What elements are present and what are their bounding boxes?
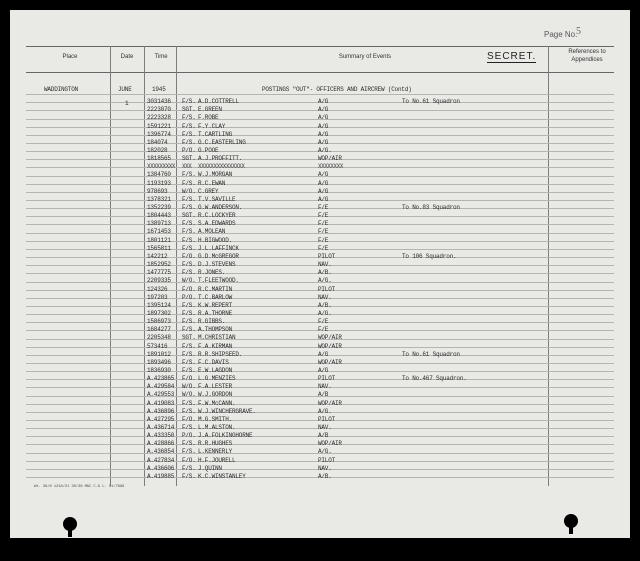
airman-name: K.W.REPERT [198, 301, 233, 309]
aircrew-trade: WOP/AIR [318, 440, 342, 448]
service-number: 978693 [147, 187, 168, 195]
aircrew-trade: F/E [318, 212, 329, 220]
service-number: A.428866 [147, 440, 175, 448]
service-number: 142212 [147, 252, 168, 260]
aircrew-trade: NAV. [318, 383, 332, 391]
service-number: 197203 [147, 293, 168, 301]
service-number: A.419083 [147, 399, 175, 407]
aircrew-trade: F/E [318, 318, 329, 326]
service-number: 124326 [147, 285, 168, 293]
rank: F/S. [182, 195, 196, 203]
service-number: A.429584 [147, 383, 175, 391]
airman-name: K.C.WINSTANLEY [198, 472, 246, 480]
service-number: 1893496 [147, 358, 171, 366]
aircrew-trade: A/B. [318, 301, 332, 309]
aircrew-trade: A/G [318, 98, 329, 105]
aircrew-trade: PILOT [318, 252, 336, 260]
aircrew-trade: A/G [318, 122, 329, 130]
rank: F/O. [182, 456, 196, 464]
rank: SGT. [182, 212, 196, 220]
airman-name: L.KENNERLY [198, 448, 233, 456]
aircrew-trade: NAV. [318, 424, 332, 431]
service-number: 182028 [147, 146, 168, 154]
aircrew-trade: A/G [318, 350, 329, 358]
aircrew-trade: A/G [318, 195, 329, 203]
rank: XXX [182, 163, 192, 171]
column-header-references: References to Appendices [568, 49, 606, 63]
service-number: 1671453 [147, 228, 171, 236]
secret-stamp: SECRET. [487, 51, 537, 62]
airman-name: G.W.ANDERSON. [198, 203, 243, 211]
header-bottom-rule [26, 72, 614, 73]
rank: F/S. [182, 236, 196, 244]
rank: F/O. [182, 285, 196, 293]
archive-credit: AUSTRALIAN WAR MEMORIAL [2, 548, 133, 558]
airman-name: F.A.KIRMAN [198, 342, 233, 350]
service-number: 3031436 [147, 98, 171, 105]
aircrew-trade: A/G. [318, 309, 332, 317]
aircrew-trade: A/G. [318, 407, 332, 415]
rank: F/S. [182, 203, 196, 211]
day-entry: 1 [125, 100, 129, 107]
rank: F/S. [182, 122, 196, 130]
rank: F/S. [182, 399, 196, 407]
rank: F/S. [182, 448, 196, 456]
service-number: 1801121 [147, 236, 171, 244]
rank: W/O. [182, 187, 196, 195]
service-number: A.429553 [147, 391, 175, 399]
airman-name: F.W.McCANN. [198, 399, 236, 407]
service-number: 2209335 [147, 277, 171, 285]
airman-name: F.C.DAVIS [198, 358, 229, 366]
service-number: 1591221 [147, 122, 171, 130]
airman-name: R.GIBBS. [198, 318, 226, 326]
aircrew-trade: NAV. [318, 261, 332, 268]
service-number: 1852952 [147, 261, 171, 268]
rank: F/S. [182, 261, 196, 268]
year-entry: 1945 [152, 86, 166, 93]
service-number: 1477775 [147, 269, 171, 277]
service-number: XXXXXXXXX [147, 163, 175, 171]
service-number: 1818565 [147, 155, 171, 163]
rank: P/O. [182, 146, 196, 154]
rank: P/O. [182, 432, 196, 440]
service-number: A.436854 [147, 448, 175, 456]
service-number: 1389713 [147, 220, 171, 228]
rank: F/S. [182, 179, 196, 187]
service-number: 1395124 [147, 301, 171, 309]
airman-name: R.C.MARTIN [198, 285, 233, 293]
aircrew-trade: A/G [318, 179, 329, 187]
airman-name: E.W.LAGDON [198, 366, 233, 374]
airman-name: F.A.LESTER [198, 383, 233, 391]
place-entry: WADDINGTON [44, 86, 79, 93]
aircrew-trade: PILOT [318, 415, 336, 423]
service-number: A.427834 [147, 456, 175, 464]
column-header-place: Place [62, 54, 78, 60]
rank: F/S. [182, 98, 196, 105]
rank: F/S. [182, 269, 196, 277]
airman-name: R.A.THORNE [198, 309, 233, 317]
printer-imprint: Wt. 39/8 1218/21 30/38 M&C C.& L. 51/7698 [34, 485, 125, 489]
service-number: 2205348 [147, 334, 171, 342]
airman-name: A.D.COTTRELL [198, 98, 239, 105]
service-number: 1384760 [147, 171, 171, 179]
rank: P/O. [182, 293, 196, 301]
aircrew-trade: A/B [318, 391, 329, 399]
aircrew-trade: WOP/AIR [318, 334, 342, 342]
aircrew-trade: A/G [318, 138, 329, 146]
airman-name: T.FLEETWOOD. [198, 277, 239, 285]
posting-destination: To No.467 Squadron. [402, 375, 467, 383]
airman-name: R.R.SHIPSEED. [198, 350, 243, 358]
aircrew-trade: NAV. [318, 464, 332, 472]
airman-name: H.BIGWOOD. [198, 236, 233, 244]
aircrew-trade: WOP/AIR [318, 399, 342, 407]
airman-name: L.G.MENZIES [198, 375, 236, 383]
aircrew-trade: A/G. [318, 146, 332, 154]
rank: W/O. [182, 277, 196, 285]
header-top-rule [26, 46, 614, 47]
posting-destination: To No.61 Squadron [402, 350, 460, 358]
airman-name: F.ROBE [198, 114, 219, 122]
aircrew-trade: NAV. [318, 293, 332, 301]
airman-name: R.R.HUGHES [198, 440, 233, 448]
posting-destination: To 106 Squadron. [402, 252, 457, 260]
airman-name: W.J.WINCHERGRAVE. [198, 407, 256, 415]
aircrew-trade: XXXXXXXX [318, 163, 343, 171]
airman-name: R.JONES. [198, 269, 226, 277]
airman-name: T.V.SAVILLE [198, 195, 236, 203]
page-number-label: Page No. [544, 30, 578, 39]
airman-name: J.A.FOLKINGHORNE [198, 432, 253, 440]
archive-reference: AWM2020.18.360 [542, 548, 614, 558]
rank: SGT. [182, 106, 196, 114]
airman-name: F.Y.CLAY [198, 122, 226, 130]
service-number: A.433350 [147, 432, 175, 440]
rank: F/S. [182, 464, 196, 472]
airman-name: G.POOE [198, 146, 219, 154]
posting-destination: To No.61 Squadron [402, 98, 460, 105]
service-number: 573416 [147, 342, 168, 350]
airman-name: D.J.STEVENS [198, 261, 236, 268]
aircrew-trade: A/B. [318, 472, 332, 480]
airman-name: J.QUINN [198, 464, 222, 472]
aircrew-trade: A/G [318, 171, 329, 179]
rank: SGT. [182, 334, 196, 342]
service-number: 1897302 [147, 309, 171, 317]
airman-name: J.L.LAFFINCK [198, 244, 239, 252]
rank: F/S. [182, 301, 196, 309]
service-number: A.427295 [147, 415, 175, 423]
aircrew-trade: PILOT [318, 456, 336, 464]
rank: F/S. [182, 326, 196, 334]
posting-destination: To No.83 Squadron [402, 203, 460, 211]
airman-name: E.GREEN [198, 106, 222, 114]
airman-name: R.C.LOCKYER [198, 212, 236, 220]
service-number: 1836930 [147, 366, 171, 374]
aircrew-trade: A/G [318, 106, 329, 114]
rank: F/S. [182, 440, 196, 448]
binder-stub-left [68, 527, 72, 537]
service-number: 1396774 [147, 130, 171, 138]
aircrew-trade: F/E [318, 228, 329, 236]
aircrew-trade: A/B [318, 432, 329, 440]
rank: F/S. [182, 220, 196, 228]
column-header-time: Time [154, 54, 168, 60]
postings-heading: POSTINGS "OUT"- OFFICERS AND AIRCREW (Contd) [262, 86, 412, 93]
aircrew-trade: A/G. [318, 448, 332, 456]
rank: F/S. [182, 228, 196, 236]
airman-name: G.D.McGREGOR [198, 252, 239, 260]
airman-name: G.C.EASTERLING [198, 138, 246, 146]
aircrew-trade: PILOT [318, 375, 336, 383]
rank: W/O. [182, 391, 196, 399]
aircrew-trade: PILOT [318, 285, 336, 293]
service-number: 1193193 [147, 179, 171, 187]
rank: F/S. [182, 350, 196, 358]
airman-name: W.J.GORDON [198, 391, 233, 399]
airman-name: M.G.SMITH. [198, 415, 233, 423]
aircrew-trade: F/E [318, 220, 329, 228]
column-header-summary: Summary of Events [338, 54, 392, 60]
aircrew-trade: WOP/AIR [318, 358, 342, 366]
airman-name: A.THOMPSON [198, 326, 233, 334]
airman-name: A.MOLEAN [198, 228, 226, 236]
service-number: 184074 [147, 138, 168, 146]
rank: F/S. [182, 114, 196, 122]
airman-name: A.J.PROFFITT. [198, 155, 243, 163]
airman-name: S.A.EDWARDS [198, 220, 236, 228]
aircrew-trade: A/G [318, 366, 329, 374]
rank: F/S. [182, 472, 196, 480]
aircrew-trade: F/E [318, 244, 329, 252]
rank: F/O. [182, 252, 196, 260]
service-number: A.436714 [147, 424, 175, 431]
airman-name: L.M.ALSTON. [198, 424, 236, 431]
rank: F/S. [182, 171, 196, 179]
airman-name: T.CARTLING [198, 130, 233, 138]
service-number: 1804443 [147, 212, 171, 220]
airman-name: C.GREY [198, 187, 219, 195]
column-header-date: Date [120, 54, 134, 60]
service-number: 1378321 [147, 195, 171, 203]
service-number: A.419885 [147, 472, 175, 480]
aircrew-trade: A/B. [318, 269, 332, 277]
rank: F/S. [182, 358, 196, 366]
aircrew-trade: WOP/AIR [318, 155, 342, 163]
aircrew-trade: A/G [318, 130, 329, 138]
rank: F/S. [182, 309, 196, 317]
airman-name: H.F.JOURELL [198, 456, 236, 464]
binder-stub-right [569, 524, 573, 534]
service-number: 1891012 [147, 350, 171, 358]
rank: W/O. [182, 383, 196, 391]
service-number: 2223328 [147, 114, 171, 122]
aircrew-trade: A/G [318, 187, 329, 195]
aircrew-trade: WOP/AIR [318, 342, 342, 350]
rank: F/S. [182, 342, 196, 350]
airman-name: W.J.MORGAN [198, 171, 233, 179]
rank: F/O. [182, 375, 196, 383]
airman-name: XXXXXXXXXXXXXXX [198, 163, 245, 171]
service-number: 1352239 [147, 203, 171, 211]
aircrew-trade: F/E [318, 326, 329, 334]
rank: F/S. [182, 138, 196, 146]
service-number: 2223070 [147, 106, 171, 114]
airman-name: T.C.BARLOW [198, 293, 233, 301]
rank: F/S. [182, 130, 196, 138]
service-number: A.423865 [147, 375, 175, 383]
airman-name: M.CHRISTIAN [198, 334, 236, 342]
rank: F/S. [182, 424, 196, 431]
aircrew-trade: A/G [318, 114, 329, 122]
aircrew-trade: F/E [318, 203, 329, 211]
rank: F/S. [182, 244, 196, 252]
ruled-line [26, 94, 614, 95]
page-number-value: 5 [576, 26, 581, 37]
rank: SGT. [182, 155, 196, 163]
rank: F/O. [182, 415, 196, 423]
service-number: 1565811 [147, 244, 171, 252]
service-number: 1684277 [147, 326, 171, 334]
service-number: A.436896 [147, 407, 175, 415]
rank: F/S. [182, 366, 196, 374]
service-number: 1586973 [147, 318, 171, 326]
rank: F/S. [182, 318, 196, 326]
rank: F/S. [182, 407, 196, 415]
aircrew-trade: F/E [318, 236, 329, 244]
service-number: A.436606 [147, 464, 175, 472]
aircrew-trade: A/G. [318, 277, 332, 285]
month-entry: JUNE [118, 86, 132, 93]
airman-name: R.C.EWAN [198, 179, 226, 187]
